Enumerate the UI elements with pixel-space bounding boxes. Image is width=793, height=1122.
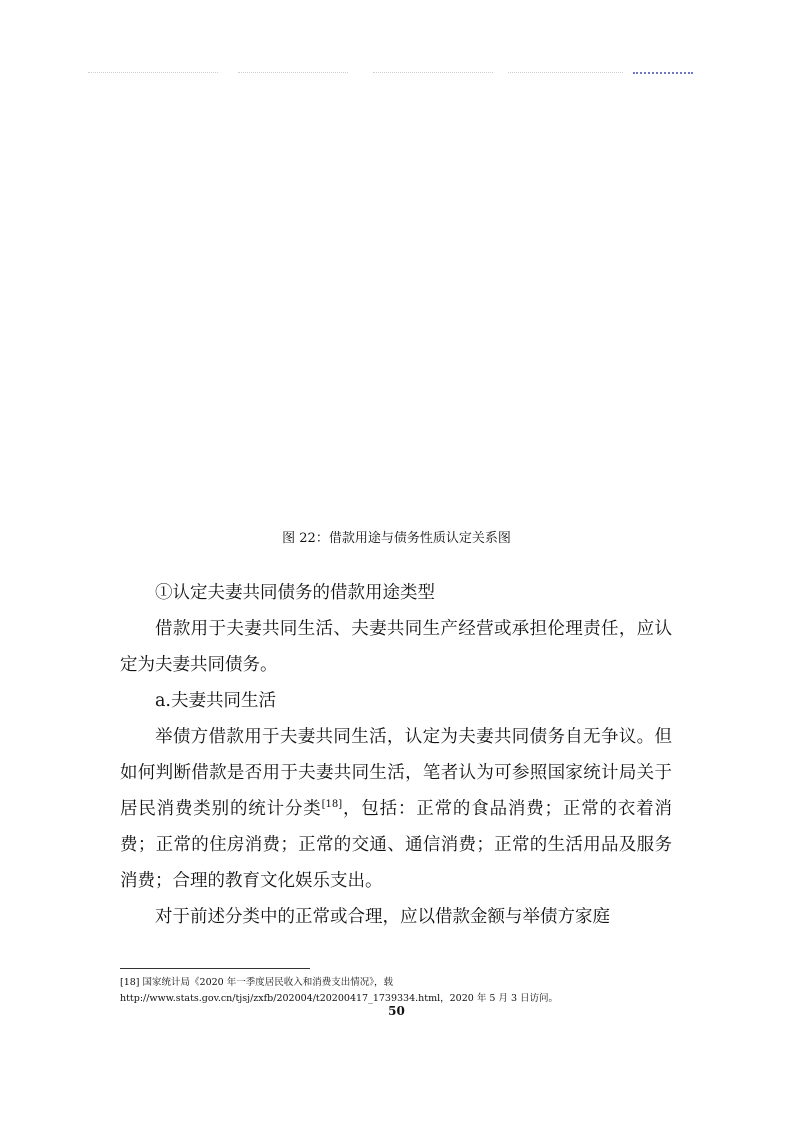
footnote <box>120 975 680 1007</box>
page-number: 50 <box>388 1004 405 1018</box>
section-heading: ①认定夫妻共同债务的借款用途类型 <box>155 583 435 603</box>
figure-area <box>120 90 670 510</box>
paragraph-text: ，包括：正常的食品消费；正常的衣着消费；正常的住房消费；正常的交通、通信消费；正常的生活用品及服务消费；合理的教育文化娱乐支出。 <box>120 799 673 891</box>
subsection-heading: a.夫妻共同生活 <box>155 691 276 711</box>
footnote-link[interactable]: http://www.stats.gov.cn/tjsj/zxfb/202004/t20200417_1739334.html，2020 年 5 月 3 日访问。 <box>120 993 559 1004</box>
body-text <box>120 575 672 935</box>
paragraph <box>120 719 672 899</box>
figure-caption: 图 22：借款用途与债务性质认定关系图 <box>282 531 511 546</box>
footnote-reference[interactable]: [18] <box>321 799 343 811</box>
footnote-divider <box>120 968 310 969</box>
paragraph: 对于前述分类中的正常或合理，应以借款金额与举债方家庭 <box>155 907 610 927</box>
footnote-line: [18] 国家统计局《2020 年一季度居民收入和消费支出情况》，载 <box>120 977 393 988</box>
paragraph: 借款用于夫妻共同生活、夫妻共同生产经营或承担伦理责任，应认定为夫妻共同债务。 <box>120 619 672 675</box>
paragraph-text: 举债方借款用于夫妻共同生活，认定为夫妻共同债务自无争议。但如何判断借款是否用于夫妻共同生活，笔者认为可参照国家统计局关于居民消费类别的统计分类 <box>120 727 672 819</box>
header-rule <box>88 72 708 74</box>
